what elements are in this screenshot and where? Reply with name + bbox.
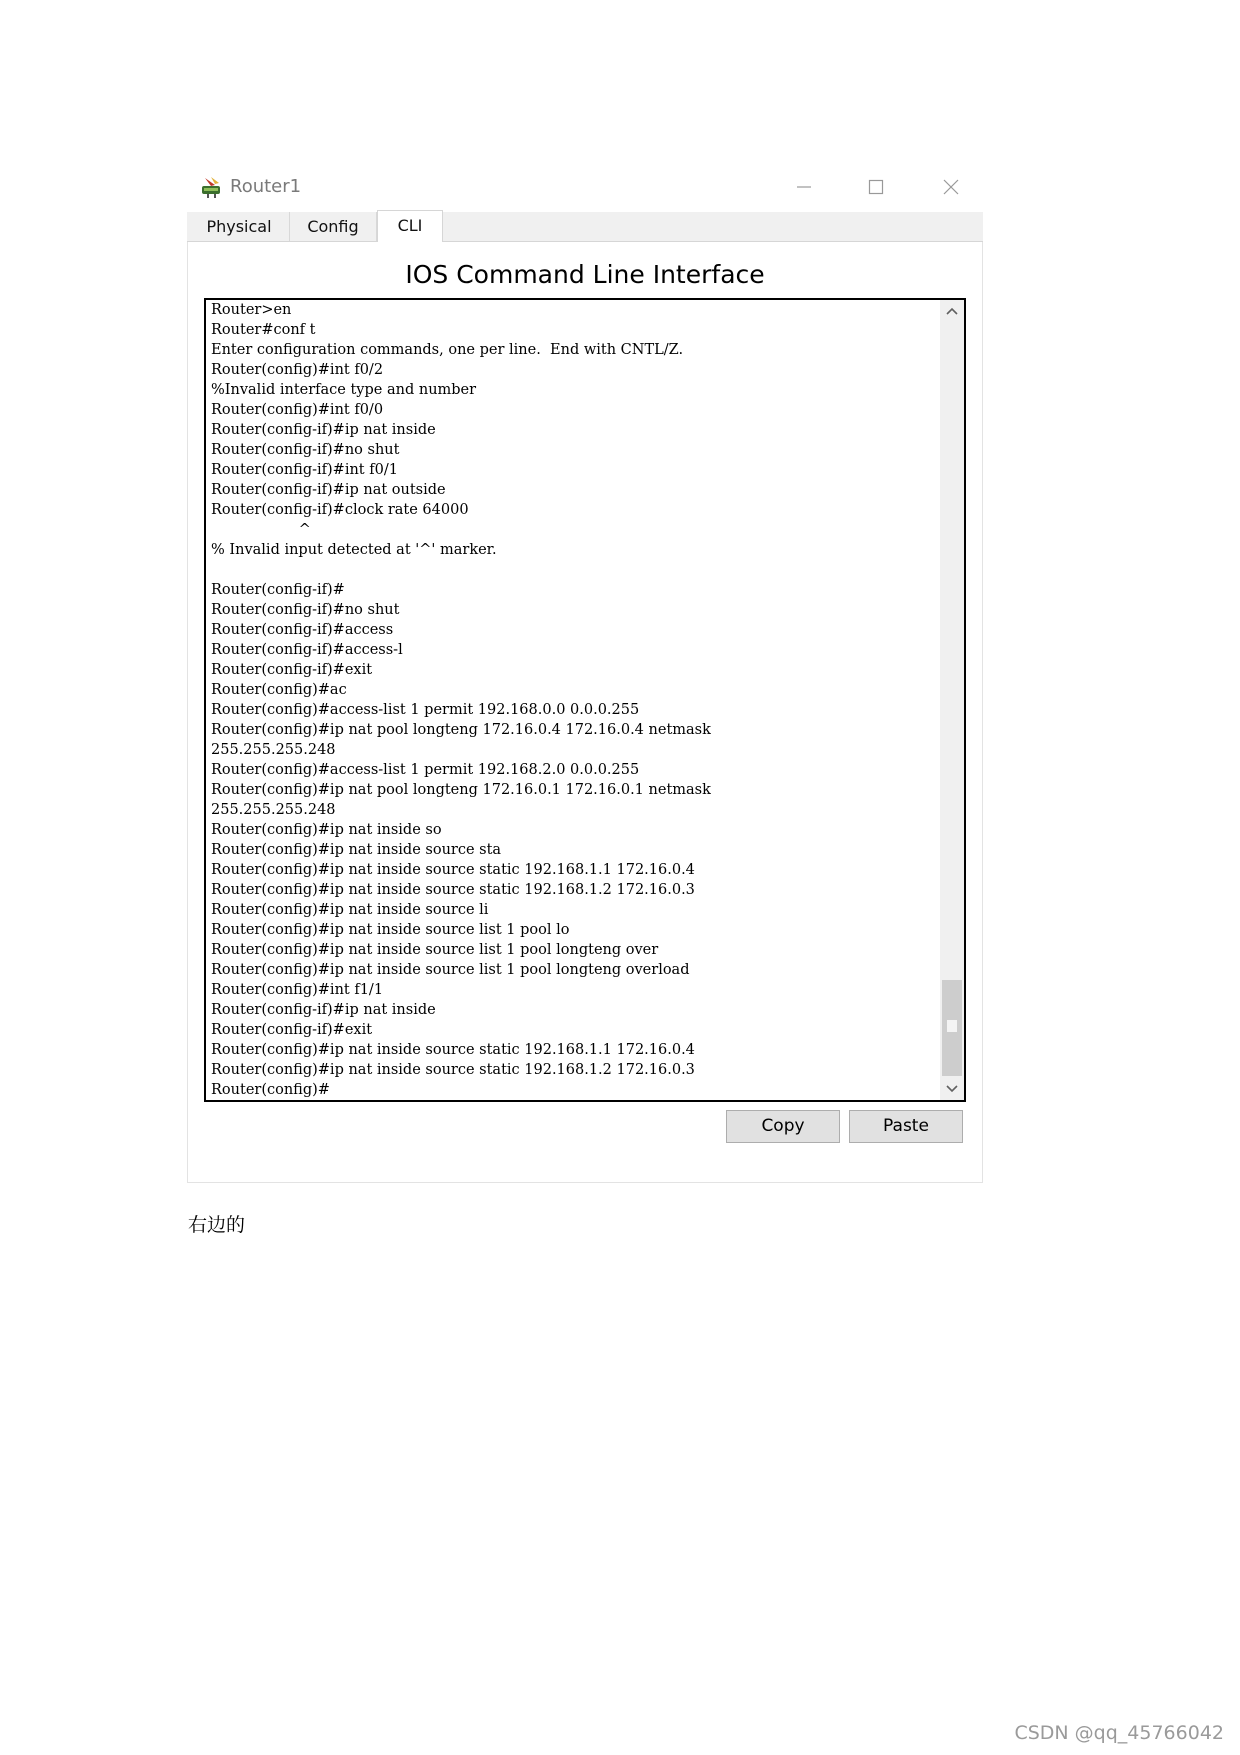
terminal-line: Router(config-if)#no shut	[211, 442, 400, 458]
copy-button[interactable]: Copy	[726, 1110, 840, 1143]
terminal-line: Router(config)#ip nat inside source list 1 pool lo	[211, 922, 570, 938]
caption-text: 右边的	[188, 1214, 246, 1236]
terminal-line: Router(config-if)#ip nat inside	[211, 1002, 436, 1018]
terminal-line: Router(config)#	[211, 1082, 330, 1098]
scroll-down-button[interactable]	[940, 1078, 964, 1100]
terminal-line: Router(config-if)#int f0/1	[211, 462, 398, 478]
title-bar	[187, 166, 983, 210]
terminal-line: Router(config-if)#	[211, 582, 345, 598]
router-app-icon	[199, 174, 225, 200]
terminal-line: Router(config-if)#access	[211, 622, 394, 638]
maximize-icon	[866, 177, 886, 197]
watermark: CSDN @qq_45766042	[1014, 1722, 1224, 1744]
terminal-line: Router(config)#ip nat inside source static 192.168.1.2 172.16.0.3	[211, 1062, 695, 1078]
router-window	[187, 166, 983, 1184]
terminal-line: Router(config)#access-list 1 permit 192.168.0.0 0.0.0.255	[211, 702, 640, 718]
terminal-line: Router(config-if)#ip nat inside	[211, 422, 436, 438]
tab-config[interactable]: Config	[290, 212, 377, 241]
terminal-line: Router(config-if)#no shut	[211, 602, 400, 618]
terminal-line: 255.255.255.248	[211, 802, 336, 818]
chevron-up-icon	[940, 300, 964, 322]
cli-terminal[interactable]	[204, 298, 966, 1102]
terminal-line: Router(config)#ip nat inside source sta	[211, 842, 502, 858]
window-title: Router1	[230, 176, 302, 197]
terminal-line: ^	[211, 522, 311, 538]
scroll-thumb[interactable]	[942, 980, 962, 1076]
paste-button[interactable]: Paste	[849, 1110, 963, 1143]
terminal-line: %Invalid interface type and number	[211, 382, 477, 398]
terminal-line: Router#conf t	[211, 322, 316, 338]
terminal-line: Router(config)#ip nat inside source li	[211, 902, 489, 918]
terminal-line: Router(config)#ip nat pool longteng 172.16.0.1 172.16.0.1 netmask	[211, 782, 711, 798]
tab-physical[interactable]: Physical	[189, 212, 290, 241]
terminal-line: Router(config)#access-list 1 permit 192.168.2.0 0.0.0.255	[211, 762, 640, 778]
terminal-line: Router(config-if)#clock rate 64000	[211, 502, 469, 518]
terminal-line: Router(config-if)#exit	[211, 662, 373, 678]
terminal-line: Router(config-if)#ip nat outside	[211, 482, 446, 498]
terminal-line: % Invalid input detected at '^' marker.	[211, 542, 497, 558]
terminal-line: Router(config)#ip nat inside source static 192.168.1.1 172.16.0.4	[211, 1042, 695, 1058]
minimize-button[interactable]	[782, 170, 826, 204]
terminal-line: Router(config-if)#access-l	[211, 642, 403, 658]
close-icon	[941, 177, 961, 197]
terminal-line: Router(config)#ip nat inside source static 192.168.1.1 172.16.0.4	[211, 862, 695, 878]
terminal-line: Router(config)#int f0/0	[211, 402, 384, 418]
minimize-icon	[794, 177, 814, 197]
terminal-line: Router(config)#int f0/2	[211, 362, 384, 378]
terminal-scrollbar[interactable]	[940, 300, 964, 1100]
terminal-output	[211, 300, 931, 1100]
terminal-line: Enter configuration commands, one per line. End with CNTL/Z.	[211, 342, 684, 358]
terminal-line: Router(config)#ip nat inside source list 1 pool longteng overload	[211, 962, 690, 978]
terminal-line: Router(config)#int f1/1	[211, 982, 384, 998]
terminal-line: Router(config)#ip nat inside source static 192.168.1.2 172.16.0.3	[211, 882, 695, 898]
chevron-down-icon	[940, 1078, 964, 1100]
tab-cli[interactable]: CLI	[377, 210, 443, 244]
cli-panel	[187, 242, 983, 1183]
terminal-line: Router(config)#ip nat inside so	[211, 822, 442, 838]
panel-title: IOS Command Line Interface	[405, 260, 765, 289]
close-button[interactable]	[929, 170, 973, 204]
terminal-line: Router>en	[211, 302, 292, 318]
terminal-line: Router(config)#ip nat pool longteng 172.16.0.4 172.16.0.4 netmask	[211, 722, 711, 738]
terminal-line: Router(config)#ip nat inside source list 1 pool longteng over	[211, 942, 659, 958]
terminal-line: Router(config)#ac	[211, 682, 347, 698]
terminal-line: 255.255.255.248	[211, 742, 336, 758]
terminal-line: Router(config-if)#exit	[211, 1022, 373, 1038]
maximize-button[interactable]	[854, 170, 898, 204]
scroll-grip	[947, 1020, 957, 1032]
tab-bar	[187, 212, 983, 242]
scroll-up-button[interactable]	[940, 300, 964, 322]
